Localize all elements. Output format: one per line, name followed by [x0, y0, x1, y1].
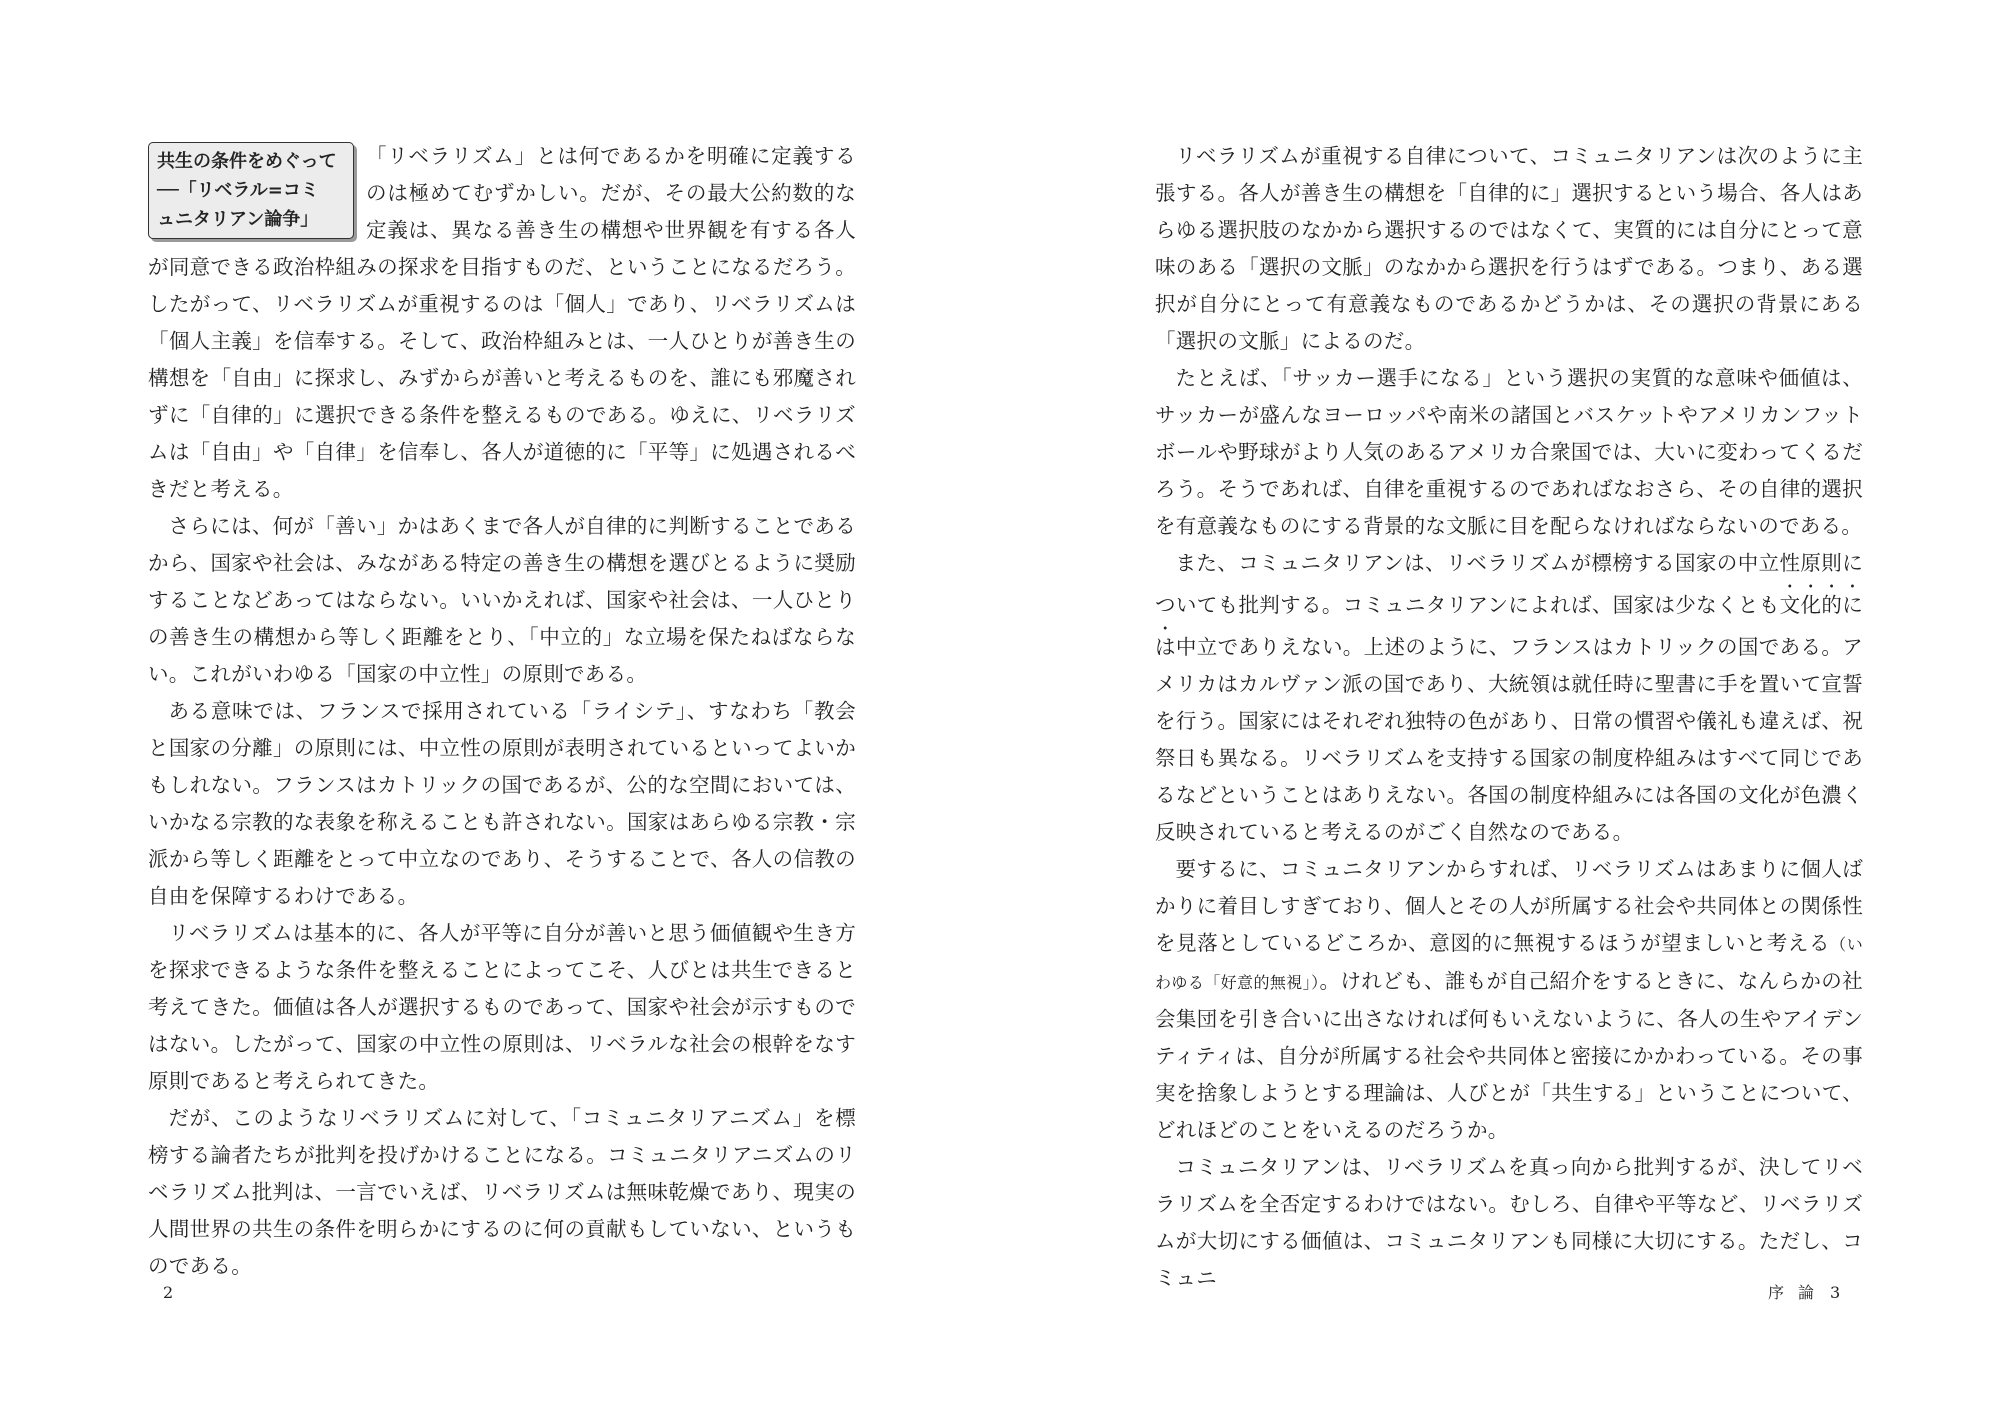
- paragraph-text: 「リベラリズム」とは何であるかを明確に定義するのは極めてむずかしい。だが、その最大公約数的な定義は、異なる善き生の構想や世界観を有する各人が同意できる政治枠組みの探求を目指すものだ、ということになるだろう。したがって、リベラリズムが重視するのは「個人」であり、リベラリズムは「個人主義」を信奉する。そして、政治枠組みとは、一人ひとりが善き生の構想を「自由」に探求し、みずからが善いと考えるものを、誰にも邪魔されずに「自律的」に選択できる条件を整えるものである。ゆえに、リベラリズムは「自由」や「自律」を信奉し、各人が道徳的に「平等」に処遇されるべきだと考える。: [148, 144, 856, 501]
- paragraph-3: ある意味では、フランスで採用されている「ライシテ」、すなわち「教会と国家の分離」の原則には、中立性の原則が表明されているといってよいかもしれない。フランスはカトリックの国であるが、公的な空間においては、いかなる宗教的な表象を称えることも許されない。国家はあらゆる宗教・宗派から等しく距離をとって中立なのであり、そうすることで、各人の信教の自由を保障するわけである。: [148, 699, 856, 908]
- emphasis-text: 文化的には: [1155, 593, 1863, 659]
- running-footer-right: [1768, 1283, 1840, 1303]
- chapter-title: 序論: [1768, 1283, 1829, 1302]
- paragraph-text: 。けれども、誰もが自己紹介をするときに、なんらかの社会集団を引き合いに出さなければ何もいえないように、各人の生やアイデンティティは、自分が所属する社会や共同体と密接にかかわっている。その事実を捨象しようとする理論は、人びとが「共生する」ということについて、どれほどのことをいえるのだろうか。: [1155, 969, 1863, 1142]
- paragraph-1: [148, 138, 856, 508]
- parenthetical-note: （いわゆる「好意的無視」）: [1155, 935, 1863, 992]
- paragraph-text: 中立でありえない。上述のように、フランスはカトリックの国である。アメリカはカルヴァン派の国であり、大統領は就任時に聖書に手を置いて宣誓を行う。国家にはそれぞれ独特の色があり、日常の慣習や儀礼も違えば、祝祭日も異なる。リベラリズムを支持する国家の制度枠組みはすべて同じであるなどということはありえない。各国の制度枠組みには各国の文化が色濃く反映されていると考えるのがごく自然なのである。: [1155, 635, 1863, 844]
- right-page: [1155, 138, 1863, 1297]
- sidebar-heading-line: ──「リベラル=コミ: [157, 180, 319, 201]
- paragraph-5: だが、このようなリベラリズムに対して、「コミュニタリアニズム」を標榜する論者たちが批判を投げかけることになる。コミュニタリアニズムのリベラリズム批判は、一言でいえば、リベラリズムは無味乾燥であり、現実の人間世界の共生の条件を明らかにするのに何の貢献もしていない、というものである。: [148, 1106, 856, 1278]
- paragraph-text: また、コミュニタリアンは、リベラリズムが標榜する国家の中立性原則についても批判する。コミュニタリアンによれば、国家は少なくとも: [1155, 551, 1863, 617]
- page-number-right: 3: [1830, 1283, 1841, 1302]
- paragraph-2: たとえば、「サッカー選手になる」という選択の実質的な意味や価値は、サッカーが盛んなヨーロッパや南米の諸国とバスケットやアメリカンフットボールや野球がより人気のあるアメリカ合衆国では、大いに変わってくるだろう。そうであれば、自律を重視するのであればなおさら、その自律的選択を有意義なものにする背景的な文脈に目を配らなければならないのである。: [1155, 366, 1863, 538]
- sidebar-heading-box: [148, 142, 354, 239]
- paragraph-2: さらには、何が「善い」かはあくまで各人が自律的に判断することであるから、国家や社会は、みながある特定の善き生の構想を選びとるように奨励することなどあってはならない。いいかえれば、国家や社会は、一人ひとりの善き生の構想から等しく距離をとり、「中立的」な立場を保たねばならない。これがいわゆる「国家の中立性」の原則である。: [148, 514, 856, 686]
- paragraph-text: 要するに、コミュニタリアンからすれば、リベラリズムはあまりに個人ばかりに着目しすぎており、個人とその人が所属する社会や共同体との関係性を見落としているどころか、意図的に無視するほうが望ましいと考える: [1155, 857, 1863, 955]
- paragraph-3: [1155, 545, 1863, 851]
- paragraph-5: コミュニタリアンは、リベラリズムを真っ向から批判するが、決してリベラリズムを全否定するわけではない。むしろ、自律や平等など、リベラリズムが大切にする価値は、コミュニタリアンも同様に大切にする。ただし、コミュニ: [1155, 1155, 1863, 1290]
- paragraph-4: [1155, 851, 1863, 1149]
- page-number-left: 2: [163, 1283, 174, 1302]
- paragraph-4: リベラリズムは基本的に、各人が平等に自分が善いと思う価値観や生き方を探求できるような条件を整えることによってこそ、人びとは共生できると考えてきた。価値は各人が選択するものであって、国家や社会が示すものではない。したがって、国家の中立性の原則は、リベラルな社会の根幹をなす原則であると考えられてきた。: [148, 921, 856, 1093]
- sidebar-heading-line: ュニタリアン論争」: [157, 209, 319, 230]
- left-page: [148, 138, 856, 1285]
- sidebar-heading-line: 共生の条件をめぐって: [157, 151, 337, 172]
- paragraph-1: リベラリズムが重視する自律について、コミュニタリアンは次のように主張する。各人が善き生の構想を「自律的に」選択するという場合、各人はあらゆる選択肢のなかから選択するのではなくて、実質的には自分にとって意味のある「選択の文脈」のなかから選択を行うはずである。つまり、ある選択が自分にとって有意義なものであるかどうかは、その選択の背景にある「選択の文脈」によるのだ。: [1155, 144, 1863, 353]
